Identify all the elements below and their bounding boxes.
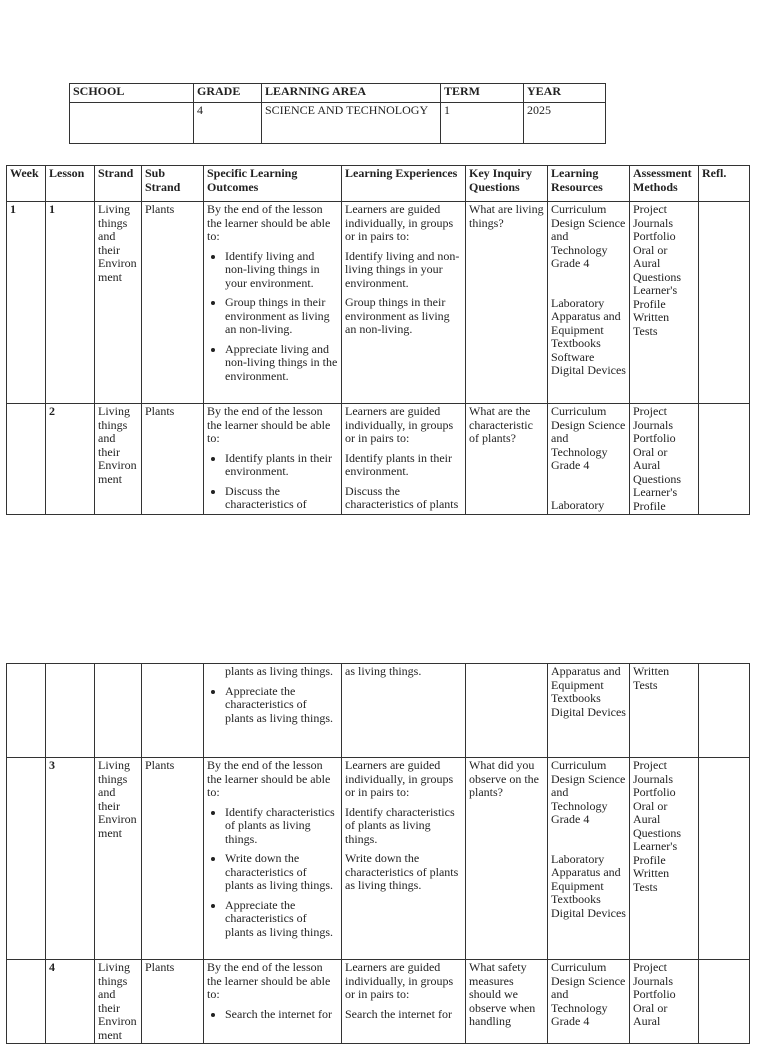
assessment-cell: Project Journals Portfolio Oral or Aural Questions Learner's Profile Written Tests	[630, 758, 699, 960]
inquiry-cell	[466, 664, 548, 758]
list-item: • Search the internet for	[225, 1008, 338, 1022]
resource-lab: Apparatus and Equipment Textbooks	[551, 664, 621, 705]
experience-item: Identify plants in their environment.	[345, 450, 452, 478]
experience-item: Group things in their environment as living an non-living.	[345, 295, 450, 336]
strand-cell: Living things and their Environ ment	[95, 960, 142, 1044]
week-cell	[7, 404, 46, 515]
experiences-cell	[342, 404, 466, 515]
list-item: • Appreciate the characteristics of plants as living things.	[225, 685, 338, 726]
strand-cell: Living things and their Environ ment	[95, 758, 142, 960]
outcomes-list	[207, 806, 338, 940]
school-label: SCHOOL	[70, 84, 194, 103]
strand-cell: Living things and their Environ ment	[95, 404, 142, 515]
table-row	[7, 404, 750, 515]
col-inquiry: Key Inquiry Questions	[466, 166, 548, 202]
resource-digital: Digital Devices	[551, 363, 626, 377]
term-label: TERM	[441, 84, 524, 103]
lesson-cell: 4	[46, 960, 95, 1044]
grade-label: GRADE	[194, 84, 262, 103]
week-cell	[7, 960, 46, 1044]
outcomes-cell	[204, 202, 342, 404]
resources-cell	[548, 404, 630, 515]
col-lesson: Lesson	[46, 166, 95, 202]
resources-cell	[548, 202, 630, 404]
outcomes-cell	[204, 404, 342, 515]
lesson-cell: 1	[46, 202, 95, 404]
reflection-cell	[699, 758, 750, 960]
list-item: • Group things in their environment as living an non-living.	[225, 296, 338, 337]
resources-cell	[548, 758, 630, 960]
week-cell: 1	[7, 202, 46, 404]
list-item: • Identify characteristics of plants as living things.	[225, 806, 338, 847]
list-item: • Appreciate living and non-living things in the environment.	[225, 343, 338, 384]
resource-curriculum: Curriculum Design Science and Technology Grade 4	[551, 202, 626, 270]
experiences-cell	[342, 960, 466, 1044]
week-cell	[7, 664, 46, 758]
assessment-cell: Written Tests	[630, 664, 699, 758]
table-row	[7, 758, 750, 960]
experience-item: Write down the characteristics of plants as living things.	[345, 851, 459, 892]
assessment-cell: Project Journals Portfolio Oral or Aural Questions Learner's Profile	[630, 404, 699, 515]
outcomes-list	[207, 250, 338, 384]
outcomes-intro: By the end of the lesson the learner should be able to:	[207, 758, 331, 799]
outcomes-cell	[204, 758, 342, 960]
term-value: 1	[441, 103, 524, 144]
experiences-cell	[342, 758, 466, 960]
scheme-table-continued	[6, 663, 750, 1044]
resource-lab: Laboratory Apparatus and Equipment Textbooks	[551, 295, 621, 350]
sub-strand-cell: Plants	[142, 758, 204, 960]
col-strand: Strand	[95, 166, 142, 202]
col-outcomes: Specific Learning Outcomes	[204, 166, 342, 202]
sub-strand-cell: Plants	[142, 960, 204, 1044]
inquiry-cell: What did you observe on the plants?	[466, 758, 548, 960]
sub-strand-cell: Plants	[142, 202, 204, 404]
resources-cell: Curriculum Design Science and Technology Grade 4	[548, 960, 630, 1044]
header-table	[69, 83, 606, 144]
list-item: • Appreciate the characteristics of plants as living things.	[225, 899, 338, 940]
outcomes-intro: By the end of the lesson the learner should be able to:	[207, 404, 331, 445]
assessment-cell: Project Journals Portfolio Oral or Aural Questions Learner's Profile Written Tests	[630, 202, 699, 404]
school-value	[70, 103, 194, 144]
col-sub-strand: Sub Strand	[142, 166, 204, 202]
grade-value: 4	[194, 103, 262, 144]
strand-cell	[95, 664, 142, 758]
outcomes-cell	[204, 664, 342, 758]
resource-software: Software	[551, 349, 595, 364]
week-cell	[7, 758, 46, 960]
col-assessment: Assessment Methods	[630, 166, 699, 202]
strand-cell: Living things and their Environ ment	[95, 202, 142, 404]
experience-item: Search the internet for	[345, 1006, 452, 1021]
table-row	[7, 960, 750, 1044]
experiences-intro: Learners are guided individually, in groups or in pairs to:	[345, 404, 454, 445]
list-item: • Discuss the characteristics of	[225, 485, 338, 512]
list-item: • Write down the characteristics of plants as living things.	[225, 852, 338, 893]
outcomes-list	[207, 685, 338, 726]
inquiry-cell: What are the characteristic of plants?	[466, 404, 548, 515]
outcomes-list	[207, 1008, 338, 1022]
outcome-tail: plants as living things.	[225, 664, 333, 678]
outcomes-cell	[204, 960, 342, 1044]
inquiry-cell: What are living things?	[466, 202, 548, 404]
col-experiences: Learning Experiences	[342, 166, 466, 202]
scheme-table	[6, 165, 750, 515]
experiences-cell: as living things.	[342, 664, 466, 758]
reflection-cell	[699, 960, 750, 1044]
sub-strand-cell	[142, 664, 204, 758]
learning-area-label: LEARNING AREA	[262, 84, 441, 103]
list-item: • Identify plants in their environment.	[225, 452, 338, 479]
resource-digital: Digital Devices	[551, 704, 626, 719]
reflection-cell	[699, 664, 750, 758]
outcomes-list	[207, 452, 338, 512]
reflection-cell	[699, 202, 750, 404]
outcomes-intro: By the end of the lesson the learner should be able to:	[207, 960, 331, 1001]
experiences-intro: Learners are guided individually, in groups or in pairs to:	[345, 960, 454, 1001]
experiences-intro: Learners are guided individually, in groups or in pairs to:	[345, 202, 454, 243]
lesson-cell: 3	[46, 758, 95, 960]
year-value: 2025	[524, 103, 606, 144]
experience-item: Identify characteristics of plants as living things.	[345, 804, 455, 846]
reflection-cell	[699, 404, 750, 515]
experience-item: Identify living and non-living things in your environment.	[345, 248, 460, 290]
resource-lab: Laboratory Apparatus and Equipment Textbooks	[551, 851, 621, 906]
table-row	[7, 664, 750, 758]
experience-item: Discuss the characteristics of plants	[345, 483, 459, 511]
experiences-intro: Learners are guided individually, in groups or in pairs to:	[345, 758, 454, 799]
lesson-cell	[46, 664, 95, 758]
resource-curriculum: Curriculum Design Science and Technology Grade 4	[551, 404, 626, 472]
resource-digital: Digital Devices	[551, 905, 626, 920]
sub-strand-cell: Plants	[142, 404, 204, 515]
lesson-cell: 2	[46, 404, 95, 515]
outcomes-intro: By the end of the lesson the learner should be able to:	[207, 202, 331, 243]
assessment-cell: Project Journals Portfolio Oral or Aural	[630, 960, 699, 1044]
year-label: YEAR	[524, 84, 606, 103]
learning-area-value: SCIENCE AND TECHNOLOGY	[262, 103, 441, 144]
col-resources: Learning Resources	[548, 166, 630, 202]
resource-curriculum: Curriculum Design Science and Technology Grade 4	[551, 758, 626, 826]
experiences-cell	[342, 202, 466, 404]
table-row	[7, 202, 750, 404]
col-week: Week	[7, 166, 46, 202]
list-item: • Identify living and non-living things in your environment.	[225, 250, 338, 291]
resources-cell	[548, 664, 630, 758]
inquiry-cell: What safety measures should we observe when handling	[466, 960, 548, 1044]
col-reflection: Refl.	[699, 166, 750, 202]
column-header-row	[7, 166, 750, 202]
resource-lab: Laboratory	[551, 497, 605, 512]
